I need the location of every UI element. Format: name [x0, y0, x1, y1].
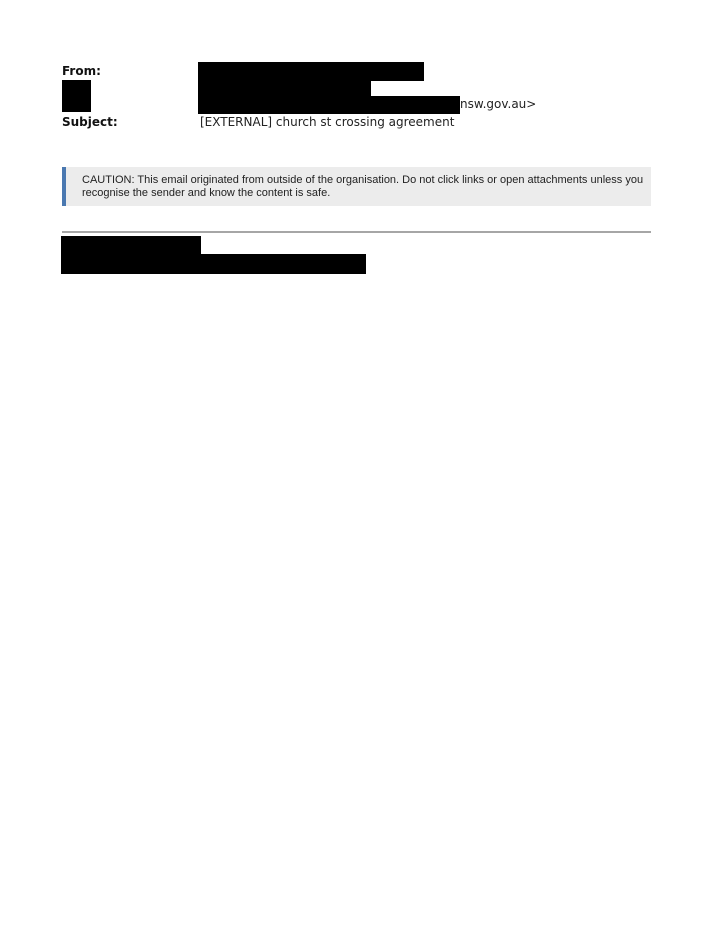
- caution-text: CAUTION: This email originated from outside of the organisation. Do not click links or open attachments unless you recognise the sender and know the content is safe.: [82, 174, 644, 199]
- external-caution-banner: [62, 167, 651, 206]
- redacted-body-block: [61, 236, 201, 274]
- from-label: From:: [62, 64, 101, 78]
- subject-label: Subject:: [62, 115, 118, 129]
- horizontal-divider: [62, 231, 651, 233]
- redacted-sender-name: [198, 62, 424, 81]
- redacted-header-label: [62, 80, 91, 112]
- subject-value: [EXTERNAL] church st crossing agreement: [200, 115, 455, 129]
- email-domain-suffix: nsw.gov.au>: [460, 97, 537, 111]
- redacted-header-value: [198, 80, 371, 97]
- redacted-body-line: [200, 254, 366, 274]
- redacted-recipient-address: [198, 96, 460, 114]
